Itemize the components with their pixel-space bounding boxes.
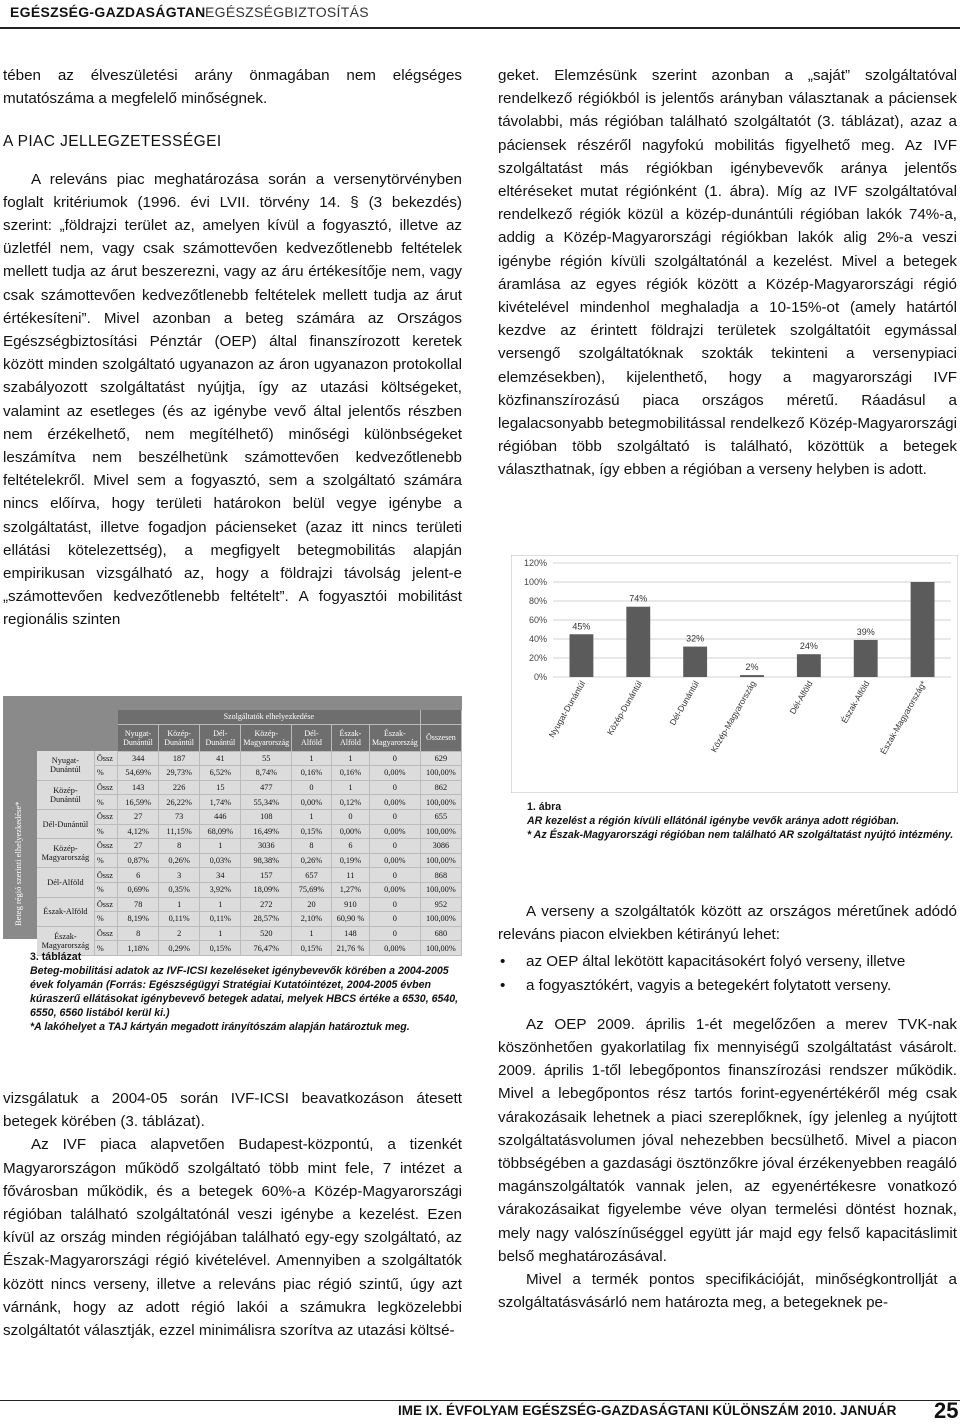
table-cell: 629	[420, 751, 461, 766]
x-tick-label: Észak-Alföld	[839, 679, 872, 725]
table-cell: 187	[159, 751, 200, 766]
paragraph: Az OEP 2009. április 1-ét megelőzően a merev TVK-nak köszönhetően gyakorlatilag fix mennyiségű szolgáltatást vásárolt. 2009. április 1-től lebegőpontos finanszírozási rendszer működik. Mivel a lebegőpontos rész tartós forint-egyenértékéről még csak várakozásaik lehetnek a piaci szereplőknek, így jelenleg a nyújtott szolgáltatásvolumen jóval nehezebben becsülhető. Mivel a piacon többségében a gazdasági ösztönzőkre jóval érzékenyebben reagáló magánszolgáltatók vannak jelen, az egyenértékesre vonatkozó várakozásaikat figyelembe véve olyan termelési döntést hoznak, mely nagy valószínűséggel együtt jár majd egy felső kapacitáslimit belső meghatározásával.	[498, 1015, 957, 1265]
table-cell: 148	[331, 926, 369, 941]
table-cell: 0,00%	[370, 882, 421, 897]
table-cell: 226	[159, 780, 200, 795]
table-header-row	[37, 710, 462, 724]
table-row-region: Közép-Dunántúl	[37, 780, 94, 809]
table-row-kind: Össz	[94, 868, 118, 883]
table-cell: 1	[200, 839, 241, 854]
table-cell: 0	[370, 868, 421, 883]
table-cell: 8,19%	[118, 912, 159, 927]
table-cell: 3086	[420, 839, 461, 854]
table-cell: 0,00%	[292, 795, 332, 810]
table-cell: 26,22%	[159, 795, 200, 810]
table-cell: 0,87%	[118, 853, 159, 868]
table-column-header: Nyugat-Dunántúl	[118, 724, 159, 751]
table-cell: 76,47%	[241, 941, 292, 956]
table-row-region: Dél-Dunántúl	[37, 809, 94, 838]
chart-caption-text: AR kezelést a régión kívüli ellátónál igénybe vevők aránya adott régióban.	[527, 815, 900, 827]
table-cell: 54,69%	[118, 766, 159, 781]
table-cell: 0,03%	[200, 853, 241, 868]
chart-caption	[527, 800, 957, 842]
table-column-header: Közép-Dunántúl	[159, 724, 200, 751]
right-column-top	[498, 64, 957, 482]
table-cell: 0,15%	[292, 824, 332, 839]
x-tick-label: Nyugat-Dunántúl	[546, 679, 588, 740]
x-tick-label: Dél-Alföld	[787, 679, 815, 716]
header-section-1: EGÉSZSÉG-GAZDASÁGTAN	[10, 4, 206, 20]
table-column-header: Dél-Alföld	[292, 724, 332, 751]
table-row-kind: %	[94, 795, 118, 810]
table-cell: 1,74%	[200, 795, 241, 810]
table-row	[37, 751, 462, 766]
table-row	[37, 897, 462, 912]
table-cell: 0,11%	[159, 912, 200, 927]
table-row	[37, 780, 462, 795]
header-rule	[0, 27, 960, 29]
x-tick-label: Közép-Magyarország	[708, 679, 758, 754]
table-vertical-label: Beteg régió szerinti elhelyezkedése*	[13, 801, 23, 926]
table-corner-cell	[37, 724, 118, 751]
table-cell: 8	[159, 839, 200, 854]
table-cell: 15	[200, 780, 241, 795]
table-grid	[37, 710, 462, 956]
table-cell: 1,27%	[331, 882, 369, 897]
mobility-table	[3, 696, 462, 953]
table-cell: 73	[159, 809, 200, 824]
data-label: 24%	[799, 641, 818, 652]
table-cell: 0,26%	[292, 853, 332, 868]
table-row-kind: %	[94, 853, 118, 868]
page-footer	[0, 1400, 960, 1423]
table-cell: 4,12%	[118, 824, 159, 839]
table-cell: 6	[118, 868, 159, 883]
table-cell: 0,12%	[331, 795, 369, 810]
table-cell: 1	[200, 926, 241, 941]
table-row-region: Dél-Alföld	[37, 868, 94, 897]
table-cell: 1	[159, 897, 200, 912]
table-cell: 272	[241, 897, 292, 912]
table-cell: 157	[241, 868, 292, 883]
data-label: 39%	[856, 626, 875, 637]
page-number: 25	[934, 1398, 959, 1423]
table-cell: 78	[118, 897, 159, 912]
table-cell: 108	[241, 809, 292, 824]
x-tick-label: Észak-Magyarország*	[878, 679, 929, 757]
table-cell: 952	[420, 897, 461, 912]
y-tick-label: 20%	[528, 653, 547, 663]
table-row-kind: %	[94, 912, 118, 927]
bar	[740, 675, 764, 677]
table-cell: 11	[331, 868, 369, 883]
table-cell: 0	[370, 839, 421, 854]
table-cell: 60,90 %	[331, 912, 369, 927]
table-cell: 1	[331, 751, 369, 766]
table-cell: 6,52%	[200, 766, 241, 781]
table-row-kind: %	[94, 824, 118, 839]
left-column-top	[3, 64, 462, 632]
right-column-bottom	[498, 900, 957, 1314]
paragraph: Mivel a termék pontos specifikációját, minőségkontrollját a szolgáltatásvásárló nem határozta meg, a betegeknek pe-	[498, 1271, 957, 1312]
table-cell: 100,00%	[420, 941, 461, 956]
table-cell: 55	[241, 751, 292, 766]
table-row-kind: Össz	[94, 926, 118, 941]
y-tick-label: 60%	[528, 615, 547, 625]
table-column-header: Észak-Magyarország	[370, 724, 421, 751]
table-cell: 0,00%	[370, 766, 421, 781]
chart-caption-number: 1. ábra	[527, 801, 562, 813]
table-cell: 0,35%	[159, 882, 200, 897]
table-cell: 55,34%	[241, 795, 292, 810]
table-row	[37, 853, 462, 868]
table-cell: 0	[370, 809, 421, 824]
table-cell: 1	[292, 751, 332, 766]
table-cell: 16,49%	[241, 824, 292, 839]
bar	[911, 582, 935, 677]
table-cell: 100,00%	[420, 853, 461, 868]
table-row	[37, 809, 462, 824]
table-cell: 2,10%	[292, 912, 332, 927]
table-row-kind: Össz	[94, 839, 118, 854]
table-cell: 100,00%	[420, 912, 461, 927]
table-cell: 27	[118, 809, 159, 824]
table-cell: 0,19%	[331, 853, 369, 868]
table-row-kind: Össz	[94, 780, 118, 795]
running-header	[0, 0, 960, 28]
paragraph: geket. Elemzésünk szerint azonban a „saját” szolgáltatóval rendelkező régiókból is jelentős arányban választanak a páciensek távolabbi, más régióban található szolgáltatót (3. táblázat), azaz a páciensek részéről nagyfokú mobilitás figyelhető meg. Az IVF szolgáltatást más régiókban igénybevevők aránya jelentős eltéréseket mutat régiónként (1. ábra). Míg az IVF szolgáltatóval rendelkező régiók közül a közép-dunántúli régióban lakók 74%-a, addig a Közép-Magyarországi régiókban lakók alig 2%-a veszi igénybe régión kívüli szolgáltatónál a kezelést. Mivel a betegek áramlása az egyes régiók között a Közép-Magyarországi régió kivételével mindenhol meghaladja a 10-15%-ot (amely határtól kezdve az érintett földrajzi területek szolgáltatóit egymással versengő szolgáltatóknak szokták tekinteni a versenypiaci elemzésekben), kijelenthető, hogy a magyarországi IVF közfinanszírozású piaca országos méretű. Ráadásul a legalacsonyabb betegmobilitással rendelkező Közép-Magyarországi régióban több szolgáltató is található, közöttük a betegek választhatnak, így ebben a régióban a verseny helyben is adott.	[498, 67, 957, 479]
table-row	[37, 766, 462, 781]
table-cell: 1	[200, 897, 241, 912]
table-caption-text: Beteg-mobilitási adatok az IVF-ICSI kezeléseket igénybevevők körében a 2004-2005 évek folyamán (Forrás: Egészségügyi Stratégiai Kutatóintézet, 2004-2005 évben kúraszerű ellátásokat igénybevevő betegek adatai, melyek HBCS értéke a 6530, 6540, 6550, 6560 listából kerül ki.)	[30, 965, 459, 1019]
table-row-kind: Össz	[94, 751, 118, 766]
table-cell: 0	[370, 926, 421, 941]
table-corner-cell	[37, 710, 118, 724]
table-cell: 1,18%	[118, 941, 159, 956]
table-cell: 446	[200, 809, 241, 824]
table-cell: 0	[292, 780, 332, 795]
y-tick-label: 120%	[523, 558, 547, 568]
left-column-bottom	[3, 1087, 462, 1342]
table-cell: 910	[331, 897, 369, 912]
table-cell: 28,57%	[241, 912, 292, 927]
table-cell: 27	[118, 839, 159, 854]
table-cell: 20	[292, 897, 332, 912]
table-caption-number: 3. táblázat	[30, 951, 82, 963]
y-tick-label: 0%	[533, 672, 547, 682]
y-tick-label: 80%	[528, 596, 547, 606]
table-row-region: Közép-Magyarország	[37, 839, 94, 868]
table-cell: 34	[200, 868, 241, 883]
table-row-kind: %	[94, 766, 118, 781]
bar	[569, 634, 593, 677]
table-cell: 11,15%	[159, 824, 200, 839]
table-cell: 8,74%	[241, 766, 292, 781]
table-cell: 0	[331, 809, 369, 824]
bullet-item: • a fogyasztókért, vagyis a betegekért folytatott verseny.	[498, 974, 957, 997]
table-cell: 477	[241, 780, 292, 795]
table-cell: 21,76 %	[331, 941, 369, 956]
table-cell: 100,00%	[420, 766, 461, 781]
table-cell: 0,00%	[370, 795, 421, 810]
table-column-header-row	[37, 724, 462, 751]
table-row	[37, 839, 462, 854]
table-cell: 18,09%	[241, 882, 292, 897]
table-caption-note: *A lakóhelyet a TAJ kártyán megadott irányítószám alapján határoztuk meg.	[30, 1021, 410, 1033]
x-tick-label: Dél-Dunántúl	[667, 679, 701, 727]
table-cell: 344	[118, 751, 159, 766]
table-cell: 0,16%	[331, 766, 369, 781]
table-cell: 100,00%	[420, 824, 461, 839]
table-cell: 41	[200, 751, 241, 766]
table-row-kind: Össz	[94, 809, 118, 824]
table-cell: 8	[292, 839, 332, 854]
table-cell: 3	[159, 868, 200, 883]
table-cell: 0,15%	[200, 941, 241, 956]
paragraph: vizsgálatuk a 2004-05 során IVF-ICSI beavatkozáson átesett betegek körében (3. táblázat).	[3, 1090, 462, 1131]
bar-chart	[511, 555, 958, 793]
table-cell: 3036	[241, 839, 292, 854]
table-row-region: Nyugat-Dunántúl	[37, 751, 94, 780]
table-cell: 655	[420, 809, 461, 824]
table-cell: 0	[370, 780, 421, 795]
table-cell: 868	[420, 868, 461, 883]
table-column-header: Észak-Alföld	[331, 724, 369, 751]
table-column-header: Összesen	[420, 724, 461, 751]
table-cell: 0	[370, 751, 421, 766]
data-label: 74%	[629, 593, 648, 604]
section-heading: A PIAC JELLEGZETESSÉGEI	[3, 133, 222, 151]
table-cell: 8	[118, 926, 159, 941]
chart-caption-note: * Az Észak-Magyarországi régióban nem található AR szolgáltatást nyújtó intézmény.	[527, 829, 954, 841]
table-row	[37, 795, 462, 810]
table-cell: 100,00%	[420, 882, 461, 897]
table-row	[37, 824, 462, 839]
data-label: 2%	[745, 662, 759, 673]
bar	[854, 640, 878, 677]
paragraph: Az IVF piaca alapvetően Budapest-központú, a tizenkét Magyarországon működő szolgáltató több mint fele, 7 intézet a fővárosban működik, és a betegek 60%-a Közép-Magyarországi régióban található szolgáltatónál veszi igénybe a kezelést. Ezen kívül az ország minden régiójában található egy-egy szolgáltató, az Észak-Magyarországi régió kivételével. Amennyiben a szolgáltatók között nincs verseny, illetve a releváns piac régió szintű, úgy azt várnánk, hogy az adott régió lakói a számukra legközelebbi szolgáltatót választják, ezzel minimálisra szorítva az utazási költsé-	[3, 1136, 462, 1340]
table-cell: 100,00%	[420, 795, 461, 810]
footer-text: IME IX. ÉVFOLYAM EGÉSZSÉG-GAZDASÁGTANI KÜLÖNSZÁM 2010. JANUÁR	[398, 1403, 897, 1418]
table-cell: 29,73%	[159, 766, 200, 781]
table-cell: 657	[292, 868, 332, 883]
table-top-header-empty	[420, 710, 461, 724]
table-cell: 75,69%	[292, 882, 332, 897]
table-cell: 520	[241, 926, 292, 941]
bar	[626, 607, 650, 677]
bar	[797, 654, 821, 677]
table-cell: 6	[331, 839, 369, 854]
bar	[683, 647, 707, 677]
table-cell: 2	[159, 926, 200, 941]
table-cell: 68,09%	[200, 824, 241, 839]
table-cell: 0,11%	[200, 912, 241, 927]
table-cell: 143	[118, 780, 159, 795]
table-cell: 0,00%	[370, 853, 421, 868]
table-row-kind: Össz	[94, 897, 118, 912]
table-column-header: Közép-Magyarország	[241, 724, 292, 751]
table-cell: 0,00%	[331, 824, 369, 839]
table-cell: 16,59%	[118, 795, 159, 810]
bullet-list	[498, 950, 957, 996]
table-cell: 0,29%	[159, 941, 200, 956]
paragraph: tében az élveszületési arány önmagában nem elégséges mutatószáma a megfelelő minőségnek.	[3, 67, 462, 108]
table-cell: 1	[292, 926, 332, 941]
table-cell: 0,15%	[292, 941, 332, 956]
table-cell: 98,38%	[241, 853, 292, 868]
table-row	[37, 882, 462, 897]
table-cell: 0	[370, 912, 421, 927]
table-row-kind: %	[94, 882, 118, 897]
table-row	[37, 868, 462, 883]
table-row	[37, 912, 462, 927]
table-cell: 3,92%	[200, 882, 241, 897]
table-cell: 0	[370, 897, 421, 912]
y-tick-label: 100%	[523, 577, 547, 587]
table-cell: 0,16%	[292, 766, 332, 781]
bullet-item: • az OEP által lekötött kapacitásokért folyó verseny, illetve	[498, 950, 957, 973]
paragraph: A verseny a szolgáltatók között az országos méretűnek adódó releváns piacon elviekben kétirányú lehet:	[498, 903, 957, 944]
table-cell: 0,26%	[159, 853, 200, 868]
data-label: 45%	[572, 621, 591, 632]
table-cell: 1	[331, 780, 369, 795]
table-row-kind: %	[94, 941, 118, 956]
y-tick-label: 40%	[528, 634, 547, 644]
x-tick-label: Közép-Dunántúl	[604, 679, 645, 737]
footer-rule	[0, 1400, 960, 1401]
table-cell: 1	[292, 809, 332, 824]
table-cell: 680	[420, 926, 461, 941]
header-section-2: EGÉSZSÉGBIZTOSÍTÁS	[205, 4, 369, 20]
table-cell: 862	[420, 780, 461, 795]
table-row-region: Észak-Alföld	[37, 897, 94, 926]
table-top-header: Szolgáltatók elhelyezkedése	[118, 710, 420, 724]
table-column-header: Dél-Dunántúl	[200, 724, 241, 751]
table-cell: 0,69%	[118, 882, 159, 897]
table-row-region: Észak-Magyarország	[37, 926, 94, 955]
table-cell: 0,00%	[370, 824, 421, 839]
table-cell: 0,00%	[370, 941, 421, 956]
paragraph: A releváns piac meghatározása során a versenytörvényben foglalt kritériumok (1996. évi LVII. törvény 14. § (3 bekezdés) szerint: „földrajzi terület az, amelyen kívül a fogyasztó, illetve az üzletfél nem, vagy csak számottevően kedvezőtlenebb feltételek mellett tudja az árut beszerezni, vagy az áru értékesítője nem, vagy csak számottevően kedvezőtlenebb feltételek mellett tudja az árut értékesíteni”. Mivel azonban a beteg számára az Országos Egészségbiztosítási Pénztár (OEP) által finanszírozott keretek között minden szolgáltató ugyanazon az áron ugyanazon protokollal szabályozott szolgáltatást nyújtja, így az utazási költségeket, valamint az esetleges (és az igénybe vevő által jelentős részben nem érzékelhető, nem megítélhető) minőségi különbségeket leszámítva nem beszélhetünk számottevően kedvezőtlenebb feltételekről. Mivel sem a fogyasztó, sem a szolgáltató számára nincs előírva, hogy területi határokon belül vegye igénybe a szolgáltatást, illetve fogadjon pácienseket (azaz itt nincs területi ellátási kötelezettség), a megfigyelt betegmobilitás alapján empirikusan vizsgálható az, hogy a földrajzi távolság jelent-e „számottevően kedvezőtlenebb feltételt”. A fogyasztói mobilitást regionális szinten	[3, 170, 462, 629]
data-label: 32%	[686, 633, 705, 644]
table-row	[37, 926, 462, 941]
table-caption	[30, 950, 460, 1034]
